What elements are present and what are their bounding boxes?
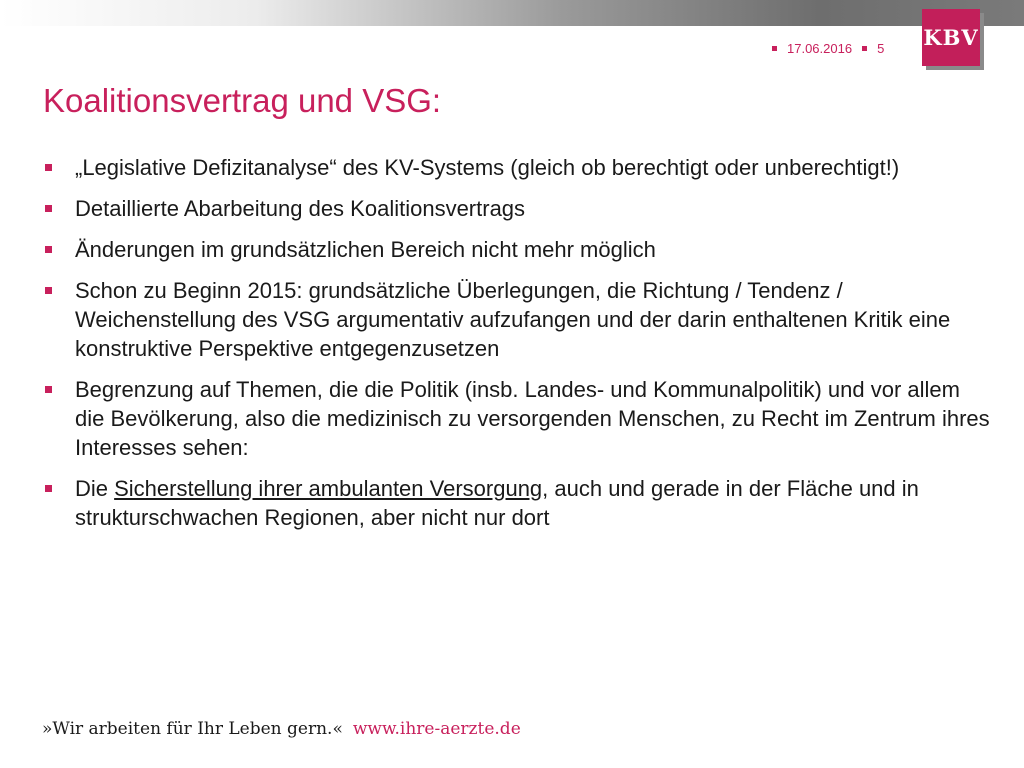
kbv-logo: KBV [922,9,980,66]
bullet-square-icon [45,485,52,492]
page-number: 5 [877,41,885,56]
list-item [45,375,990,462]
bullet-square-icon [862,46,867,51]
bullet-list [45,153,990,544]
list-item-text: Detaillierte Abarbeitung des Koalitionsvertrags [75,196,526,221]
list-item-text-suffix: , auch und gerade in der Fläche und in strukturschwachen Regionen, aber nicht nur dort [75,476,919,530]
bullet-square-icon [45,287,52,294]
bullet-square-icon [772,46,777,51]
list-item-text: Begrenzung auf Themen, die die Politik (insb. Landes- und Kommunalpolitik) und vor allem die Bevölkerung, also die medizinisch zu versorgenden Menschen, zu Recht im Zentrum ihres Interesses sehen: [75,377,990,460]
list-item [45,276,990,363]
footer-url: www.ihre-aerzte.de [352,719,521,739]
footer [42,719,521,739]
footer-slogan: »Wir arbeiten für Ihr Leben gern.« [42,719,343,739]
underlined-phrase: Sicherstellung ihrer ambulanten Versorgung [114,476,543,501]
bullet-square-icon [45,164,52,171]
list-item [45,474,990,532]
list-item-text: Änderungen im grundsätzlichen Bereich nicht mehr möglich [75,237,656,262]
slide-header-meta [772,41,884,56]
list-item-text: Schon zu Beginn 2015: grundsätzliche Überlegungen, die Richtung / Tendenz / Weichenstellung des VSG argumentativ aufzufangen und der darin enthaltenen Kritik eine konstruktive Perspektive entgegenzusetzen [75,278,951,361]
slide-date: 17.06.2016 [787,41,853,56]
bullet-square-icon [45,386,52,393]
list-item [45,194,990,223]
slide-title: Koalitionsvertrag und VSG: [43,82,442,119]
bullet-square-icon [45,246,52,253]
list-item-text: „Legislative Defizitanalyse“ des KV-Systems (gleich ob berechtigt oder unberechtigt!) [75,155,900,180]
list-item-text-prefix: Die [75,476,115,501]
list-item [45,235,990,264]
list-item [45,153,990,182]
bullet-square-icon [45,205,52,212]
top-gradient-band [0,0,1024,26]
